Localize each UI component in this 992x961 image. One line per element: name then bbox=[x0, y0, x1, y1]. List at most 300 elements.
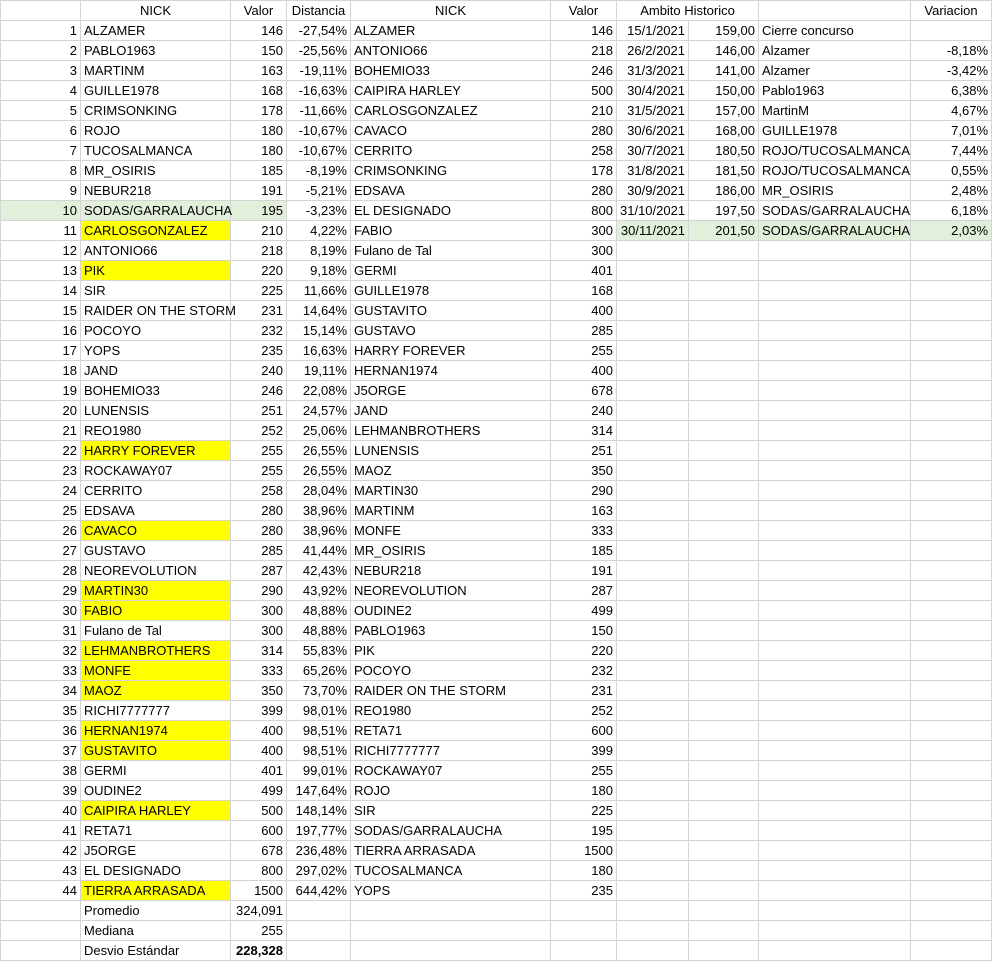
alpha-valor-cell[interactable]: 235 bbox=[551, 881, 617, 901]
rank-cell[interactable]: 23 bbox=[1, 461, 81, 481]
alpha-nick-cell[interactable]: HERNAN1974 bbox=[351, 361, 551, 381]
history-variation-cell[interactable]: 7,01% bbox=[911, 121, 992, 141]
valor-cell[interactable]: 290 bbox=[231, 581, 287, 601]
empty-cell[interactable] bbox=[617, 861, 689, 881]
empty-cell[interactable] bbox=[617, 701, 689, 721]
empty-cell[interactable] bbox=[759, 561, 911, 581]
nick-cell[interactable]: EDSAVA bbox=[81, 501, 231, 521]
alpha-nick-cell[interactable]: Fulano de Tal bbox=[351, 241, 551, 261]
rank-cell[interactable]: 30 bbox=[1, 601, 81, 621]
distancia-cell[interactable]: 24,57% bbox=[287, 401, 351, 421]
empty-cell[interactable] bbox=[617, 361, 689, 381]
empty-cell[interactable] bbox=[759, 921, 911, 941]
empty-cell[interactable] bbox=[759, 761, 911, 781]
rank-cell[interactable]: 18 bbox=[1, 361, 81, 381]
empty-cell[interactable] bbox=[689, 881, 759, 901]
alpha-nick-cell[interactable]: SODAS/GARRALAUCHA bbox=[351, 821, 551, 841]
empty-cell[interactable] bbox=[911, 781, 992, 801]
valor-cell[interactable]: 195 bbox=[231, 201, 287, 221]
history-variation-cell[interactable]: 2,48% bbox=[911, 181, 992, 201]
history-name-cell[interactable]: ROJO/TUCOSALMANCA bbox=[759, 161, 911, 181]
alpha-nick-cell[interactable]: ROCKAWAY07 bbox=[351, 761, 551, 781]
history-date-cell[interactable]: 30/4/2021 bbox=[617, 81, 689, 101]
valor-cell[interactable]: 350 bbox=[231, 681, 287, 701]
empty-cell[interactable] bbox=[617, 241, 689, 261]
empty-cell[interactable] bbox=[689, 361, 759, 381]
empty-cell[interactable] bbox=[759, 381, 911, 401]
empty-cell[interactable] bbox=[911, 661, 992, 681]
header-cell-empty[interactable] bbox=[759, 1, 911, 21]
empty-cell[interactable] bbox=[759, 421, 911, 441]
history-value-cell[interactable]: 141,00 bbox=[689, 61, 759, 81]
alpha-valor-cell[interactable]: 333 bbox=[551, 521, 617, 541]
empty-cell[interactable] bbox=[689, 801, 759, 821]
empty-cell[interactable] bbox=[759, 641, 911, 661]
empty-cell[interactable] bbox=[689, 641, 759, 661]
empty-cell[interactable] bbox=[911, 641, 992, 661]
empty-cell[interactable] bbox=[689, 341, 759, 361]
empty-cell[interactable] bbox=[689, 841, 759, 861]
nick-cell[interactable]: J5ORGE bbox=[81, 841, 231, 861]
nick-cell[interactable]: SODAS/GARRALAUCHA bbox=[81, 201, 231, 221]
nick-cell[interactable]: SIR bbox=[81, 281, 231, 301]
history-date-cell[interactable]: 30/6/2021 bbox=[617, 121, 689, 141]
alpha-valor-cell[interactable]: 220 bbox=[551, 641, 617, 661]
empty-cell[interactable] bbox=[759, 501, 911, 521]
empty-cell[interactable] bbox=[911, 721, 992, 741]
valor-cell[interactable]: 255 bbox=[231, 461, 287, 481]
distancia-cell[interactable]: 48,88% bbox=[287, 621, 351, 641]
history-variation-cell[interactable]: 4,67% bbox=[911, 101, 992, 121]
rank-cell[interactable]: 1 bbox=[1, 21, 81, 41]
empty-cell[interactable] bbox=[759, 441, 911, 461]
empty-cell[interactable] bbox=[911, 521, 992, 541]
empty-cell[interactable] bbox=[287, 941, 351, 961]
rank-cell[interactable]: 4 bbox=[1, 81, 81, 101]
alpha-nick-cell[interactable]: YOPS bbox=[351, 881, 551, 901]
empty-cell[interactable] bbox=[759, 461, 911, 481]
rank-cell[interactable]: 33 bbox=[1, 661, 81, 681]
empty-cell[interactable] bbox=[617, 541, 689, 561]
history-date-cell[interactable]: 30/9/2021 bbox=[617, 181, 689, 201]
valor-cell[interactable]: 314 bbox=[231, 641, 287, 661]
distancia-cell[interactable]: -16,63% bbox=[287, 81, 351, 101]
history-value-cell[interactable]: 159,00 bbox=[689, 21, 759, 41]
empty-cell[interactable] bbox=[759, 941, 911, 961]
history-value-cell[interactable]: 181,50 bbox=[689, 161, 759, 181]
empty-cell[interactable] bbox=[689, 821, 759, 841]
nick-cell[interactable]: HARRY FOREVER bbox=[81, 441, 231, 461]
nick-cell[interactable]: RETA71 bbox=[81, 821, 231, 841]
alpha-nick-cell[interactable]: NEOREVOLUTION bbox=[351, 581, 551, 601]
nick-cell[interactable]: TUCOSALMANCA bbox=[81, 141, 231, 161]
empty-cell[interactable] bbox=[911, 481, 992, 501]
alpha-nick-cell[interactable]: CAVACO bbox=[351, 121, 551, 141]
valor-cell[interactable]: 280 bbox=[231, 501, 287, 521]
valor-cell[interactable]: 800 bbox=[231, 861, 287, 881]
nick-cell[interactable]: ALZAMER bbox=[81, 21, 231, 41]
rank-cell[interactable]: 10 bbox=[1, 201, 81, 221]
distancia-cell[interactable]: 22,08% bbox=[287, 381, 351, 401]
alpha-valor-cell[interactable]: 500 bbox=[551, 81, 617, 101]
nick-cell[interactable]: CAIPIRA HARLEY bbox=[81, 801, 231, 821]
alpha-valor-cell[interactable]: 191 bbox=[551, 561, 617, 581]
rank-cell[interactable]: 24 bbox=[1, 481, 81, 501]
alpha-valor-cell[interactable]: 600 bbox=[551, 721, 617, 741]
history-value-cell[interactable]: 168,00 bbox=[689, 121, 759, 141]
history-date-cell[interactable]: 31/5/2021 bbox=[617, 101, 689, 121]
alpha-nick-cell[interactable]: GUSTAVO bbox=[351, 321, 551, 341]
distancia-cell[interactable]: -3,23% bbox=[287, 201, 351, 221]
distancia-cell[interactable]: -10,67% bbox=[287, 121, 351, 141]
alpha-valor-cell[interactable]: 195 bbox=[551, 821, 617, 841]
valor-cell[interactable]: 678 bbox=[231, 841, 287, 861]
empty-cell[interactable] bbox=[617, 281, 689, 301]
distancia-cell[interactable]: 147,64% bbox=[287, 781, 351, 801]
distancia-cell[interactable]: 16,63% bbox=[287, 341, 351, 361]
empty-cell[interactable] bbox=[759, 601, 911, 621]
distancia-cell[interactable]: 73,70% bbox=[287, 681, 351, 701]
nick-cell[interactable]: CERRITO bbox=[81, 481, 231, 501]
alpha-nick-cell[interactable]: TUCOSALMANCA bbox=[351, 861, 551, 881]
nick-cell[interactable]: RICHI7777777 bbox=[81, 701, 231, 721]
rank-cell[interactable]: 7 bbox=[1, 141, 81, 161]
empty-cell[interactable] bbox=[689, 321, 759, 341]
empty-cell[interactable] bbox=[759, 481, 911, 501]
alpha-valor-cell[interactable]: 400 bbox=[551, 361, 617, 381]
valor-cell[interactable]: 258 bbox=[231, 481, 287, 501]
alpha-valor-cell[interactable]: 314 bbox=[551, 421, 617, 441]
rank-cell[interactable]: 28 bbox=[1, 561, 81, 581]
nick-cell[interactable]: POCOYO bbox=[81, 321, 231, 341]
history-variation-cell[interactable]: -8,18% bbox=[911, 41, 992, 61]
empty-cell[interactable] bbox=[1, 921, 81, 941]
alpha-valor-cell[interactable]: 290 bbox=[551, 481, 617, 501]
empty-cell[interactable] bbox=[287, 921, 351, 941]
rank-cell[interactable]: 16 bbox=[1, 321, 81, 341]
header-variacion[interactable]: Variacion bbox=[911, 1, 992, 21]
empty-cell[interactable] bbox=[911, 441, 992, 461]
nick-cell[interactable]: PABLO1963 bbox=[81, 41, 231, 61]
empty-cell[interactable] bbox=[617, 561, 689, 581]
alpha-valor-cell[interactable]: 400 bbox=[551, 301, 617, 321]
alpha-valor-cell[interactable]: 218 bbox=[551, 41, 617, 61]
distancia-cell[interactable]: 98,51% bbox=[287, 721, 351, 741]
empty-cell[interactable] bbox=[759, 261, 911, 281]
history-name-cell[interactable]: MR_OSIRIS bbox=[759, 181, 911, 201]
rank-cell[interactable]: 37 bbox=[1, 741, 81, 761]
distancia-cell[interactable]: 26,55% bbox=[287, 461, 351, 481]
nick-cell[interactable]: MR_OSIRIS bbox=[81, 161, 231, 181]
distancia-cell[interactable]: -11,66% bbox=[287, 101, 351, 121]
empty-cell[interactable] bbox=[689, 381, 759, 401]
rank-cell[interactable]: 35 bbox=[1, 701, 81, 721]
empty-cell[interactable] bbox=[689, 301, 759, 321]
empty-cell[interactable] bbox=[617, 261, 689, 281]
history-date-cell[interactable]: 26/2/2021 bbox=[617, 41, 689, 61]
alpha-nick-cell[interactable]: CARLOSGONZALEZ bbox=[351, 101, 551, 121]
rank-cell[interactable]: 14 bbox=[1, 281, 81, 301]
header-valor[interactable]: Valor bbox=[231, 1, 287, 21]
alpha-valor-cell[interactable]: 251 bbox=[551, 441, 617, 461]
nick-cell[interactable]: BOHEMIO33 bbox=[81, 381, 231, 401]
header-valor-alpha[interactable]: Valor bbox=[551, 1, 617, 21]
empty-cell[interactable] bbox=[689, 541, 759, 561]
rank-cell[interactable]: 41 bbox=[1, 821, 81, 841]
empty-cell[interactable] bbox=[911, 901, 992, 921]
alpha-valor-cell[interactable]: 350 bbox=[551, 461, 617, 481]
valor-cell[interactable]: 225 bbox=[231, 281, 287, 301]
empty-cell[interactable] bbox=[617, 901, 689, 921]
empty-cell[interactable] bbox=[911, 821, 992, 841]
nick-cell[interactable]: JAND bbox=[81, 361, 231, 381]
valor-cell[interactable]: 300 bbox=[231, 621, 287, 641]
rank-cell[interactable]: 15 bbox=[1, 301, 81, 321]
history-name-cell[interactable]: ROJO/TUCOSALMANCA bbox=[759, 141, 911, 161]
nick-cell[interactable]: OUDINE2 bbox=[81, 781, 231, 801]
alpha-valor-cell[interactable]: 300 bbox=[551, 221, 617, 241]
empty-cell[interactable] bbox=[759, 541, 911, 561]
valor-cell[interactable]: 600 bbox=[231, 821, 287, 841]
empty-cell[interactable] bbox=[617, 841, 689, 861]
rank-cell[interactable]: 40 bbox=[1, 801, 81, 821]
empty-cell[interactable] bbox=[689, 621, 759, 641]
empty-cell[interactable] bbox=[351, 901, 551, 921]
history-date-cell[interactable]: 30/7/2021 bbox=[617, 141, 689, 161]
header-nick[interactable]: NICK bbox=[81, 1, 231, 21]
alpha-nick-cell[interactable]: CRIMSONKING bbox=[351, 161, 551, 181]
nick-cell[interactable]: MONFE bbox=[81, 661, 231, 681]
nick-cell[interactable]: RAIDER ON THE STORM bbox=[81, 301, 231, 321]
empty-cell[interactable] bbox=[689, 281, 759, 301]
rank-cell[interactable]: 31 bbox=[1, 621, 81, 641]
valor-cell[interactable]: 252 bbox=[231, 421, 287, 441]
distancia-cell[interactable]: 42,43% bbox=[287, 561, 351, 581]
rank-cell[interactable]: 20 bbox=[1, 401, 81, 421]
empty-cell[interactable] bbox=[689, 521, 759, 541]
rank-cell[interactable]: 29 bbox=[1, 581, 81, 601]
empty-cell[interactable] bbox=[759, 321, 911, 341]
valor-cell[interactable]: 400 bbox=[231, 741, 287, 761]
alpha-valor-cell[interactable]: 287 bbox=[551, 581, 617, 601]
rank-cell[interactable]: 17 bbox=[1, 341, 81, 361]
empty-cell[interactable] bbox=[911, 561, 992, 581]
empty-cell[interactable] bbox=[689, 581, 759, 601]
valor-cell[interactable]: 1500 bbox=[231, 881, 287, 901]
empty-cell[interactable] bbox=[617, 661, 689, 681]
empty-cell[interactable] bbox=[911, 401, 992, 421]
alpha-valor-cell[interactable]: 1500 bbox=[551, 841, 617, 861]
header-cell-index[interactable] bbox=[1, 1, 81, 21]
alpha-valor-cell[interactable]: 210 bbox=[551, 101, 617, 121]
nick-cell[interactable]: GUILLE1978 bbox=[81, 81, 231, 101]
distancia-cell[interactable]: -19,11% bbox=[287, 61, 351, 81]
nick-cell[interactable]: ROJO bbox=[81, 121, 231, 141]
alpha-nick-cell[interactable]: J5ORGE bbox=[351, 381, 551, 401]
nick-cell[interactable]: ROCKAWAY07 bbox=[81, 461, 231, 481]
nick-cell[interactable]: TIERRA ARRASADA bbox=[81, 881, 231, 901]
alpha-valor-cell[interactable]: 258 bbox=[551, 141, 617, 161]
rank-cell[interactable]: 26 bbox=[1, 521, 81, 541]
empty-cell[interactable] bbox=[911, 381, 992, 401]
rank-cell[interactable]: 13 bbox=[1, 261, 81, 281]
distancia-cell[interactable]: -27,54% bbox=[287, 21, 351, 41]
rank-cell[interactable]: 11 bbox=[1, 221, 81, 241]
nick-cell[interactable]: NEBUR218 bbox=[81, 181, 231, 201]
rank-cell[interactable]: 12 bbox=[1, 241, 81, 261]
empty-cell[interactable] bbox=[759, 821, 911, 841]
distancia-cell[interactable]: 65,26% bbox=[287, 661, 351, 681]
empty-cell[interactable] bbox=[689, 461, 759, 481]
nick-cell[interactable]: LUNENSIS bbox=[81, 401, 231, 421]
empty-cell[interactable] bbox=[911, 681, 992, 701]
header-nick-alpha[interactable]: NICK bbox=[351, 1, 551, 21]
header-ambito-historico[interactable]: Ambito Historico bbox=[617, 1, 759, 21]
empty-cell[interactable] bbox=[689, 441, 759, 461]
empty-cell[interactable] bbox=[759, 801, 911, 821]
alpha-nick-cell[interactable]: MONFE bbox=[351, 521, 551, 541]
nick-cell[interactable]: PIK bbox=[81, 261, 231, 281]
empty-cell[interactable] bbox=[551, 921, 617, 941]
valor-cell[interactable]: 399 bbox=[231, 701, 287, 721]
history-name-cell[interactable]: Cierre concurso bbox=[759, 21, 911, 41]
nick-cell[interactable]: GUSTAVITO bbox=[81, 741, 231, 761]
empty-cell[interactable] bbox=[617, 881, 689, 901]
empty-cell[interactable] bbox=[911, 841, 992, 861]
empty-cell[interactable] bbox=[689, 481, 759, 501]
history-variation-cell[interactable] bbox=[911, 21, 992, 41]
rank-cell[interactable]: 21 bbox=[1, 421, 81, 441]
empty-cell[interactable] bbox=[689, 921, 759, 941]
valor-cell[interactable]: 168 bbox=[231, 81, 287, 101]
distancia-cell[interactable]: 148,14% bbox=[287, 801, 351, 821]
valor-cell[interactable]: 178 bbox=[231, 101, 287, 121]
valor-cell[interactable]: 251 bbox=[231, 401, 287, 421]
nick-cell[interactable]: CRIMSONKING bbox=[81, 101, 231, 121]
alpha-valor-cell[interactable]: 146 bbox=[551, 21, 617, 41]
empty-cell[interactable] bbox=[911, 621, 992, 641]
history-value-cell[interactable]: 157,00 bbox=[689, 101, 759, 121]
rank-cell[interactable]: 6 bbox=[1, 121, 81, 141]
history-date-cell[interactable]: 15/1/2021 bbox=[617, 21, 689, 41]
empty-cell[interactable] bbox=[911, 301, 992, 321]
valor-cell[interactable]: 400 bbox=[231, 721, 287, 741]
nick-cell[interactable]: FABIO bbox=[81, 601, 231, 621]
valor-cell[interactable]: 499 bbox=[231, 781, 287, 801]
alpha-valor-cell[interactable]: 399 bbox=[551, 741, 617, 761]
distancia-cell[interactable]: 99,01% bbox=[287, 761, 351, 781]
empty-cell[interactable] bbox=[617, 401, 689, 421]
alpha-nick-cell[interactable]: FABIO bbox=[351, 221, 551, 241]
alpha-nick-cell[interactable]: REO1980 bbox=[351, 701, 551, 721]
empty-cell[interactable] bbox=[617, 341, 689, 361]
distancia-cell[interactable]: 9,18% bbox=[287, 261, 351, 281]
distancia-cell[interactable]: 297,02% bbox=[287, 861, 351, 881]
alpha-valor-cell[interactable]: 168 bbox=[551, 281, 617, 301]
empty-cell[interactable] bbox=[689, 701, 759, 721]
empty-cell[interactable] bbox=[911, 321, 992, 341]
alpha-nick-cell[interactable]: GUILLE1978 bbox=[351, 281, 551, 301]
valor-cell[interactable]: 150 bbox=[231, 41, 287, 61]
alpha-nick-cell[interactable]: HARRY FOREVER bbox=[351, 341, 551, 361]
rank-cell[interactable]: 3 bbox=[1, 61, 81, 81]
empty-cell[interactable] bbox=[617, 441, 689, 461]
valor-cell[interactable]: 180 bbox=[231, 141, 287, 161]
empty-cell[interactable] bbox=[911, 281, 992, 301]
distancia-cell[interactable]: -5,21% bbox=[287, 181, 351, 201]
alpha-valor-cell[interactable]: 163 bbox=[551, 501, 617, 521]
alpha-valor-cell[interactable]: 255 bbox=[551, 761, 617, 781]
stat-value-desvio[interactable]: 228,328 bbox=[231, 941, 287, 961]
rank-cell[interactable]: 5 bbox=[1, 101, 81, 121]
empty-cell[interactable] bbox=[351, 921, 551, 941]
empty-cell[interactable] bbox=[759, 861, 911, 881]
history-value-cell[interactable]: 201,50 bbox=[689, 221, 759, 241]
valor-cell[interactable]: 285 bbox=[231, 541, 287, 561]
empty-cell[interactable] bbox=[759, 361, 911, 381]
alpha-nick-cell[interactable]: LUNENSIS bbox=[351, 441, 551, 461]
rank-cell[interactable]: 22 bbox=[1, 441, 81, 461]
distancia-cell[interactable]: 197,77% bbox=[287, 821, 351, 841]
empty-cell[interactable] bbox=[759, 401, 911, 421]
alpha-valor-cell[interactable]: 499 bbox=[551, 601, 617, 621]
valor-cell[interactable]: 185 bbox=[231, 161, 287, 181]
empty-cell[interactable] bbox=[689, 941, 759, 961]
distancia-cell[interactable]: 41,44% bbox=[287, 541, 351, 561]
empty-cell[interactable] bbox=[911, 741, 992, 761]
alpha-nick-cell[interactable]: PABLO1963 bbox=[351, 621, 551, 641]
empty-cell[interactable] bbox=[617, 301, 689, 321]
valor-cell[interactable]: 287 bbox=[231, 561, 287, 581]
alpha-nick-cell[interactable]: MARTIN30 bbox=[351, 481, 551, 501]
history-name-cell[interactable]: Pablo1963 bbox=[759, 81, 911, 101]
empty-cell[interactable] bbox=[759, 681, 911, 701]
empty-cell[interactable] bbox=[689, 781, 759, 801]
distancia-cell[interactable]: 19,11% bbox=[287, 361, 351, 381]
nick-cell[interactable]: MARTINM bbox=[81, 61, 231, 81]
alpha-nick-cell[interactable]: GUSTAVITO bbox=[351, 301, 551, 321]
distancia-cell[interactable]: 644,42% bbox=[287, 881, 351, 901]
alpha-valor-cell[interactable]: 232 bbox=[551, 661, 617, 681]
history-value-cell[interactable]: 197,50 bbox=[689, 201, 759, 221]
empty-cell[interactable] bbox=[689, 261, 759, 281]
alpha-nick-cell[interactable]: RICHI7777777 bbox=[351, 741, 551, 761]
distancia-cell[interactable]: -25,56% bbox=[287, 41, 351, 61]
empty-cell[interactable] bbox=[759, 581, 911, 601]
empty-cell[interactable] bbox=[617, 781, 689, 801]
valor-cell[interactable]: 300 bbox=[231, 601, 287, 621]
empty-cell[interactable] bbox=[617, 521, 689, 541]
empty-cell[interactable] bbox=[759, 781, 911, 801]
distancia-cell[interactable]: 38,96% bbox=[287, 521, 351, 541]
history-date-cell[interactable]: 31/8/2021 bbox=[617, 161, 689, 181]
alpha-valor-cell[interactable]: 180 bbox=[551, 781, 617, 801]
history-value-cell[interactable]: 186,00 bbox=[689, 181, 759, 201]
alpha-nick-cell[interactable]: NEBUR218 bbox=[351, 561, 551, 581]
empty-cell[interactable] bbox=[617, 621, 689, 641]
history-variation-cell[interactable]: 0,55% bbox=[911, 161, 992, 181]
rank-cell[interactable]: 25 bbox=[1, 501, 81, 521]
empty-cell[interactable] bbox=[911, 341, 992, 361]
history-value-cell[interactable]: 180,50 bbox=[689, 141, 759, 161]
empty-cell[interactable] bbox=[617, 721, 689, 741]
rank-cell[interactable]: 42 bbox=[1, 841, 81, 861]
empty-cell[interactable] bbox=[911, 461, 992, 481]
valor-cell[interactable]: 232 bbox=[231, 321, 287, 341]
rank-cell[interactable]: 19 bbox=[1, 381, 81, 401]
nick-cell[interactable]: MAOZ bbox=[81, 681, 231, 701]
stat-label-mediana[interactable]: Mediana bbox=[81, 921, 231, 941]
